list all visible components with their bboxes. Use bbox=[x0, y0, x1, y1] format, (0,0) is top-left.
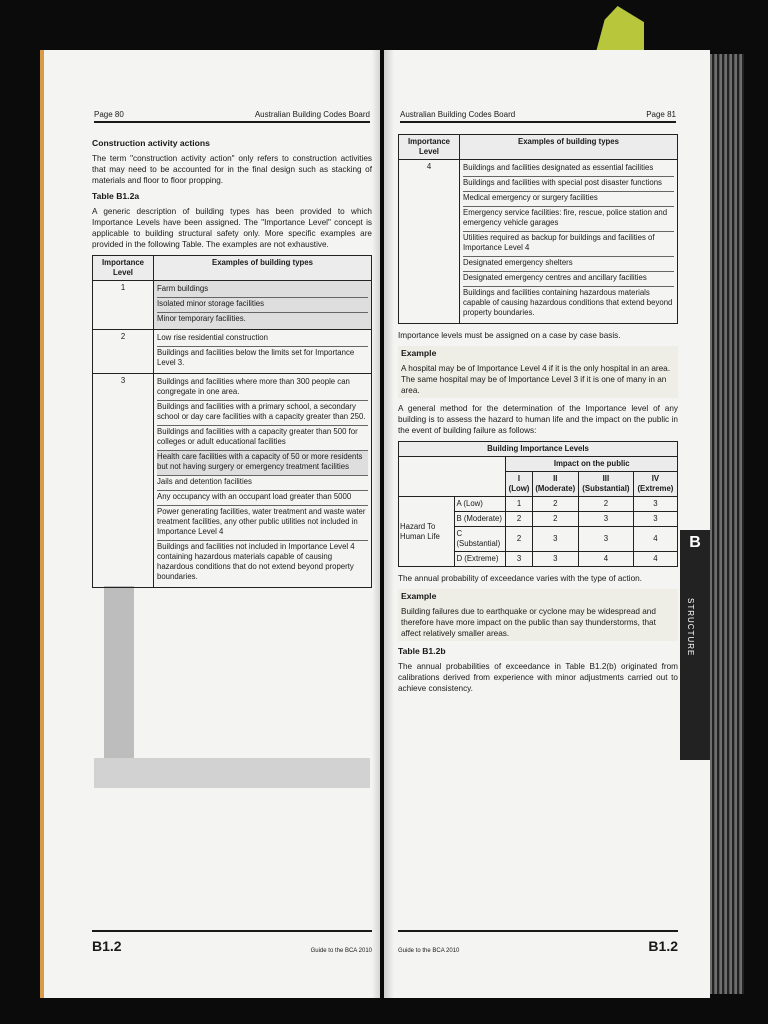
example-item: Designated emergency shelters bbox=[463, 257, 674, 272]
page-number: Page 81 bbox=[646, 110, 676, 119]
table-label: Table B1.2a bbox=[92, 191, 140, 201]
table-row bbox=[93, 281, 372, 330]
bil-cell: 2 bbox=[506, 512, 532, 527]
table-label: Table B1.2b bbox=[398, 646, 446, 656]
example-item: Low rise residential construction bbox=[157, 332, 368, 347]
example-item: Buildings and facilities with special post disaster functions bbox=[463, 177, 674, 192]
importance-level-table-continued bbox=[398, 134, 678, 324]
bil-row bbox=[399, 497, 678, 512]
example-item: Farm buildings bbox=[157, 283, 368, 298]
bil-cell: 2 bbox=[532, 512, 578, 527]
bil-cell: 3 bbox=[532, 552, 578, 567]
importance-level-table bbox=[92, 255, 372, 588]
example-item: Buildings and facilities below the limits set for Importance Level 3. bbox=[157, 348, 355, 367]
level-cell: 1 bbox=[93, 281, 154, 330]
hazard-header: Hazard To Human Life bbox=[399, 497, 455, 567]
bil-cell: 3 bbox=[633, 512, 677, 527]
probability-paragraph: The annual probability of exceedance varies with the type of action. bbox=[398, 574, 642, 583]
example-item: Medical emergency or surgery facilities bbox=[463, 192, 674, 207]
section-code: B1.2 bbox=[92, 938, 122, 954]
left-page-content bbox=[92, 138, 372, 588]
show-through-block bbox=[94, 758, 370, 788]
page-number: Page 80 bbox=[94, 110, 124, 119]
example-item: Buildings and facilities where more than 300 people can congregate in one area. bbox=[157, 376, 368, 401]
left-page-header bbox=[94, 110, 370, 123]
example-box bbox=[398, 589, 678, 641]
hazard-level: D (Extreme) bbox=[455, 552, 506, 567]
left-page bbox=[40, 50, 380, 998]
table-header-row bbox=[399, 135, 678, 160]
example-text: Building failures due to earthquake or cyclone may be widespread and therefore have more impact on the public than say thunderstorms, that affect relatively smaller areas. bbox=[401, 607, 656, 638]
bil-cell: 3 bbox=[532, 527, 578, 552]
example-item: Isolated minor storage facilities bbox=[157, 298, 368, 313]
level-cell: 3 bbox=[93, 374, 154, 588]
col-header-examples: Examples of building types bbox=[154, 256, 372, 281]
bil-cell: 3 bbox=[506, 552, 532, 567]
page-edges bbox=[710, 54, 744, 994]
construction-paragraph: The term "construction activity action" only refers to construction activities that may need to be accounted for in the final design such as stacking of materials and floor to floor propping. bbox=[92, 154, 372, 185]
example-label: Example bbox=[401, 591, 437, 601]
show-through-tab bbox=[104, 586, 134, 786]
case-paragraph: Importance levels must be assigned on a case by case basis. bbox=[398, 331, 621, 340]
examples-cell bbox=[460, 160, 678, 324]
bil-cell: 3 bbox=[633, 497, 677, 512]
example-item: Designated emergency centres and ancillary facilities bbox=[463, 272, 674, 287]
col-header-level: Importance Level bbox=[93, 256, 154, 281]
example-item: Buildings and facilities with a capacity greater than 500 for colleges or adult educational facilities bbox=[157, 426, 368, 451]
section-heading: Construction activity actions bbox=[92, 138, 210, 148]
section-tab bbox=[680, 530, 710, 760]
table-row bbox=[399, 160, 678, 324]
example-item: Buildings and facilities designated as essential facilities bbox=[463, 162, 674, 177]
guide-title: Guide to the BCA 2010 bbox=[398, 948, 460, 954]
table-b-paragraph: The annual probabilities of exceedance in Table B1.2(b) originated from calibrations derived from experience with minor adjustments carried out to achieve consistency. bbox=[398, 662, 678, 693]
hazard-level: C (Substantial) bbox=[455, 527, 506, 552]
right-page-content bbox=[398, 134, 678, 699]
example-box bbox=[398, 346, 678, 398]
impact-col: III (Substantial) bbox=[578, 472, 633, 497]
guide-title: Guide to the BCA 2010 bbox=[310, 948, 372, 954]
example-item: Power generating facilities, water treatment and waste water treatment facilities, any other public utilities not included in Importance Level 4 bbox=[157, 506, 368, 541]
bil-cell: 2 bbox=[578, 497, 633, 512]
bil-cell: 1 bbox=[506, 497, 532, 512]
impact-col: IV (Extreme) bbox=[633, 472, 677, 497]
table-row bbox=[93, 374, 372, 588]
impact-header: Impact on the public bbox=[506, 457, 678, 472]
bil-cell: 2 bbox=[506, 527, 532, 552]
example-item: Jails and detention facilities bbox=[157, 476, 368, 491]
section-tab-label: STRUCTURE bbox=[686, 598, 695, 657]
section-code: B1.2 bbox=[648, 938, 678, 954]
general-method-paragraph: A general method for the determination of the Importance level of any building is to assess the hazard to human life and the impact on the public in the event of building failure as follows: bbox=[398, 404, 678, 435]
example-item: Health care facilities with a capacity of 50 or more residents but not having surgery or emergency treatment facilities bbox=[157, 451, 368, 476]
right-page bbox=[384, 50, 710, 998]
bil-title: Building Importance Levels bbox=[399, 442, 678, 457]
generic-paragraph: A generic description of building types has been provided to which Importance Levels have been assigned. The "Importance Level" concept is applicable to building structural safety only. More specific examples are provided in the following Table. The examples are not exhaustive. bbox=[92, 207, 372, 249]
building-importance-levels-table bbox=[398, 441, 678, 567]
right-page-header bbox=[400, 110, 676, 123]
col-header-examples: Examples of building types bbox=[460, 135, 678, 160]
examples-cell bbox=[154, 330, 372, 374]
example-label: Example bbox=[401, 348, 437, 358]
examples-cell bbox=[154, 281, 372, 330]
level-cell: 2 bbox=[93, 330, 154, 374]
table-header-row bbox=[93, 256, 372, 281]
bil-title-row bbox=[399, 442, 678, 457]
bil-cell: 3 bbox=[578, 512, 633, 527]
example-item: Emergency service facilities: fire, rescue, police station and emergency vehicle garages bbox=[463, 207, 674, 232]
example-item: Minor temporary facilities. bbox=[157, 314, 246, 323]
example-item: Any occupancy with an occupant load greater than 5000 bbox=[157, 491, 368, 506]
bil-corner bbox=[399, 457, 506, 497]
table-row bbox=[93, 330, 372, 374]
publisher-name: Australian Building Codes Board bbox=[400, 110, 516, 119]
bil-cell: 2 bbox=[532, 497, 578, 512]
bil-cell: 4 bbox=[578, 552, 633, 567]
book-spine bbox=[372, 50, 394, 1000]
bil-impact-row bbox=[399, 457, 678, 472]
col-header-level: Importance Level bbox=[399, 135, 460, 160]
publisher-name: Australian Building Codes Board bbox=[254, 110, 370, 119]
example-text: A hospital may be of Importance Level 4 if it is the only hospital in an area. The same hospital may be of Importance Level 3 if it is one of many in an area. bbox=[401, 364, 670, 395]
example-item: Utilities required as backup for buildings and facilities of Importance Level 4 bbox=[463, 232, 674, 257]
bil-cell: 4 bbox=[633, 552, 677, 567]
bil-cell: 4 bbox=[633, 527, 677, 552]
hazard-level: A (Low) bbox=[455, 497, 506, 512]
impact-col: II (Moderate) bbox=[532, 472, 578, 497]
impact-col: I (Low) bbox=[506, 472, 532, 497]
sticky-note-tab bbox=[596, 6, 644, 52]
example-item: Buildings and facilities containing hazardous materials capable of causing hazardous conditions that extend beyond property boundaries. bbox=[463, 288, 673, 317]
left-page-footer bbox=[92, 930, 372, 954]
example-item: Buildings and facilities not included in Importance Level 4 containing hazardous materials capable of causing hazardous conditions that do not extend beyond property boundaries. bbox=[157, 542, 355, 581]
bil-cell: 3 bbox=[578, 527, 633, 552]
section-tab-letter: B bbox=[689, 534, 701, 551]
examples-cell bbox=[154, 374, 372, 588]
example-item: Buildings and facilities with a primary school, a secondary school or day care facilities with a capacity greater than 250. bbox=[157, 401, 368, 426]
hazard-level: B (Moderate) bbox=[455, 512, 506, 527]
right-page-footer bbox=[398, 930, 678, 954]
level-cell: 4 bbox=[399, 160, 460, 324]
